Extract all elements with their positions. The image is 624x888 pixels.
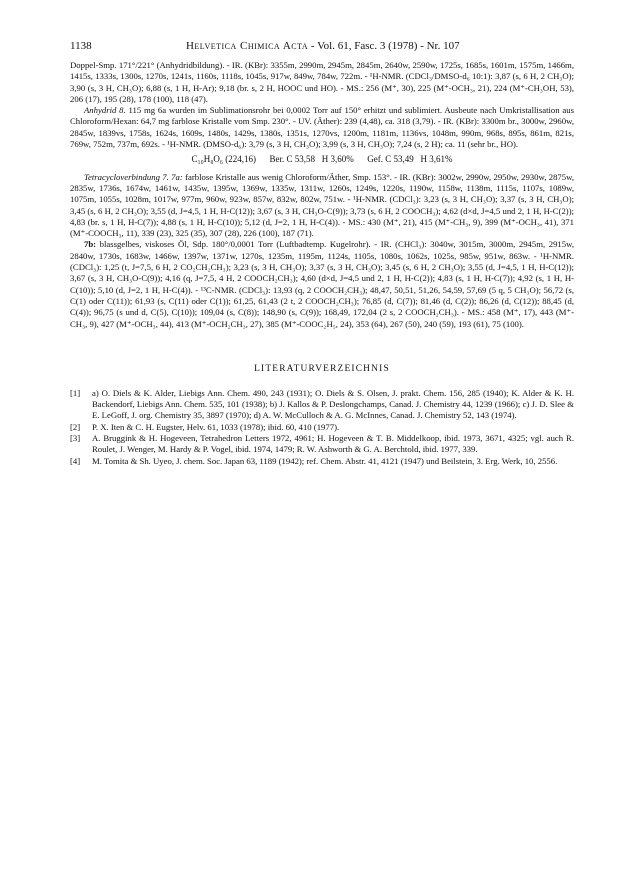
compound-label-7b: 7b: [84,239,97,250]
references-heading: LITERATURVERZEICHNIS [254,363,390,374]
reference-text: a) O. Diels & K. Alder, Liebigs Ann. Chem. 490, 243 (1931); O. Diels & S. Olsen, J. prakt. Chem. 156, 285 (1940); K. Alder & K. H. Backendorf, Liebigs Ann. Chem. 535, 101 (1938); b) J. Kallos & P. Deslongchamps, Canad. J. Chemistry 44, 1239 (1966); c) J. D. Slee & E. LeGoff, J. org. Chemistry 35, 3897 (1970); d) A. W. McCulloch & A. G. McInnes, Canad. J. Chemistry 52, 143 (1974). [92,387,574,421]
compound-label-tetracyclo: Tetracycloverbindung 7. 7a: [84,171,183,182]
reference-list [70,388,574,467]
reference-item [70,433,574,456]
journal-name: Helvetica Chimica Acta [185,40,309,52]
journal-volume-issue: - Vol. 61, Fasc. 3 (1978) - Nr. 107 [308,40,460,52]
reference-text: A. Bruggink & H. Hogeveen, Tetrahedron Letters 1972, 4961; H. Hogeveen & T. B. Middelkoop, ibid. 1973, 3671, 4325; vgl. auch R. Roulet, J. Wenger, M. Hardy & P. Vogel, ibid. 1974, 1479; R. W. Ashworth & G. A. Berchtold, ibid. 1977, 339. [92,433,574,455]
page-number: 1138 [70,40,92,52]
paragraph-anhydrid-8 [70,105,574,150]
reference-number: [1] [70,387,81,398]
paragraph-melting-point-data: Doppel-Smp. 171°/221° (Anhydridbildung). - IR. (KBr): 3355m, 2990m, 2945m, 2845m, 2640w, 2590w, 1725s, 1685s, 1601m, 1575m, 1466m, 1415s, 1333s, 1300s, 1270s, 1241s, 1160s, 1118s, 1045s, 917w, 849w, 784w, 722m. - ¹H-NMR. (CDCl₃/DMSO-d₆ 10:1): 3,87 (s, 6 H, 2 CH₃O); 3,90 (s, 3 H, CH₃O); 6,88 (s, 1 H, H-Ar); 9,18 (br. s, 2 H, HOOC und HO). - MS.: 256 (M⁺, 30), 225 (M⁺-OCH₃, 21), 224 (M⁺-CH₃OH, 53), 206 (17), 195 (28), 178 (100), 118 (47). [70,60,574,104]
tetracyclo-text: farblose Kristalle aus wenig Chloroform/Äther, Smp. 153°. - IR. (KBr): 3002w, 2990w, 2950w, 2930w, 2875w, 2835w, 1736s, 1674w, 1461w, 1435w, 1395w, 1369w, 1335w, 1311w, 1260s, 1249s, 1220s, 1190w, 1158w, 1138m, 1115s, 1107s, 1089w, 1075m, 1055s, 1028m, 1017w, 977m, 960w, 923w, 857w, 832w, 802w, 751w. - ¹H-NMR. (CDCl₃): 3,23 (s, 3 H, CH₃O); 3,37 (s, 3 H, CH₃O); 3,45 (s, 6 H, 2 CH₃O); 3,55 (d, J=4,5, 1 H, H-C(12)); 3,67 (s, 3 H, CH₃O-C(9)); 3,73 (s, 6 H, 2 COOCH₃); 4,62 (d×d, J=4,5 und 2, 1 H, H-C(2)); 4,83 (br. s, 1 H, H-C(7)); 4,88 (s, 1 H, H-C(10)); 5,12 (d, J=2, 1 H, H-C(4)). - MS.: 430 (M⁺, 21), 415 (M⁺-CH₃, 9), 399 (M⁺-OCH₃, 41), 371 (M⁺-COOCH₃, 11), 339 (23), 325 (35), 307 (28), 226 (100), 187 (71). [70,171,574,239]
paragraph-tetracyclo-7a [70,172,574,240]
journal-citation [92,40,554,52]
reference-text: M. Tomita & Sh. Uyeo, J. chem. Soc. Japan 63, 1189 (1942); ref. Chem. Abstr. 41, 4121 (1947) und Beilstein, 3. Erg. Werk, 10, 2556. [92,455,558,466]
reference-number: [2] [70,421,81,432]
reference-text: P. X. Iten & C. H. Eugster, Helv. 61, 1033 (1978); ibid. 60, 410 (1977). [92,421,340,432]
reference-item [70,422,574,433]
compound-7b-text: blassgelbes, viskoses Öl, Sdp. 180°/0,0001 Torr (Luftbadtemp. Kugelrohr). - IR. (CHCl₃): 3040w, 3015m, 3000m, 2945m, 2915w, 2840w, 1730s, 1683w, 1466w, 1397w, 1371w, 1270s, 1235m, 1195m, 1124s, 1105s, 1080s, 1062s, 1025s, 985w, 951w, 863w. - ¹H-NMR. (CDCl₃): 1,25 (t, J=7,5, 6 H, 2 CO₂CH₂CH₃); 3,23 (s, 3 H, CH₃O); 3,37 (s, 3 H, CH₃O); 3,45 (s, 6 H, 2 CH₃O); 3,55 (d, J=4,5, 1 H, H-C(12)); 3,67 (s, 3 H, CH₃O-C(9)); 4,16 (q, J=7,5, 4 H, 2 COOCH₂CH₃); 4,60 (d×d, J=4,5 und 2, 1 H, H-C(2)); 4,83 (s, 1 H, H-C(7)); 4,92 (s, 1 H, H-C(10)); 5,10 (d, J=2, 1 H, H-C(4)). - ¹³C-NMR. (CDCl₃): 13,93 (q, 2 COOCH₂CH₃); 48,47, 50,51, 51,26, 54,59, 57,69 (5 q, 5 CH₃O); 56,72 (s, C(1) oder C(11)); 61,93 (s, C(11) oder C(1)); 61,25, 61,43 (2 t, 2 COOCH₂CH₃); 76,85 (d, C(7)); 81,46 (d, C(2)); 86,26 (d, C(12)); 88,45 (d, C(4)); 96,75 (s und d, C(5), C(10)); 109,04 (s, C(8)); 148,90 (s, C(9)); 168,49, 172,04 (2 s, 2 COOCH₂CH₃). - MS.: 458 (M⁺, 17), 443 (M⁺-CH₃, 9), 427 (M⁺-OCH₃, 44), 413 (M⁺-OCH₂CH₃, 27), 385 (M⁺-COOC₂H₅, 24), 353 (64), 267 (50), 240 (59), 193 (61), 75 (100). [70,239,574,329]
paragraph-7b [70,239,574,329]
compound-label-anhydrid: Anhydrid 8. [84,105,126,116]
reference-item [70,456,574,467]
elemental-analysis: C₁₀H₈O₆ (224,16) Ber. C 53,58 H 3,60% Gef. C 53,49 H 3,61% [191,154,453,165]
reference-item [70,388,574,422]
journal-page [70,40,574,467]
reference-number: [3] [70,433,81,444]
reference-number: [4] [70,455,81,466]
anhydrid-text: 115 mg 6a wurden im Sublimationsrohr bei 0,0002 Torr auf 150° erhitzt und sublimiert. Ausbeute nach Umkristallisation aus Chloroform/Hexan: 64,7 mg farblose Kristalle vom Smp. 230°. - UV. (Äther): 239 (4,48), ca. 318 (3,79). - IR. (KBr): 3300m br., 3000w, 2960w, 2845w, 1839vs, 1758s, 1624s, 1609s, 1480s, 1429s, 1380s, 1351s, 1270vs, 1200m, 1181m, 1136vs, 1048m, 990m, 968s, 895s, 861m, 821s, 769w, 752m, 737m, 692s. - ¹H-NMR. (DMSO-d₆): 3,79 (s, 3 H, CH₃O); 3,99 (s, 3 H, CH₃O); 7,24 (s, 2 H); ca. 11 (sehr br., HO). [70,105,574,150]
running-header [70,40,574,52]
